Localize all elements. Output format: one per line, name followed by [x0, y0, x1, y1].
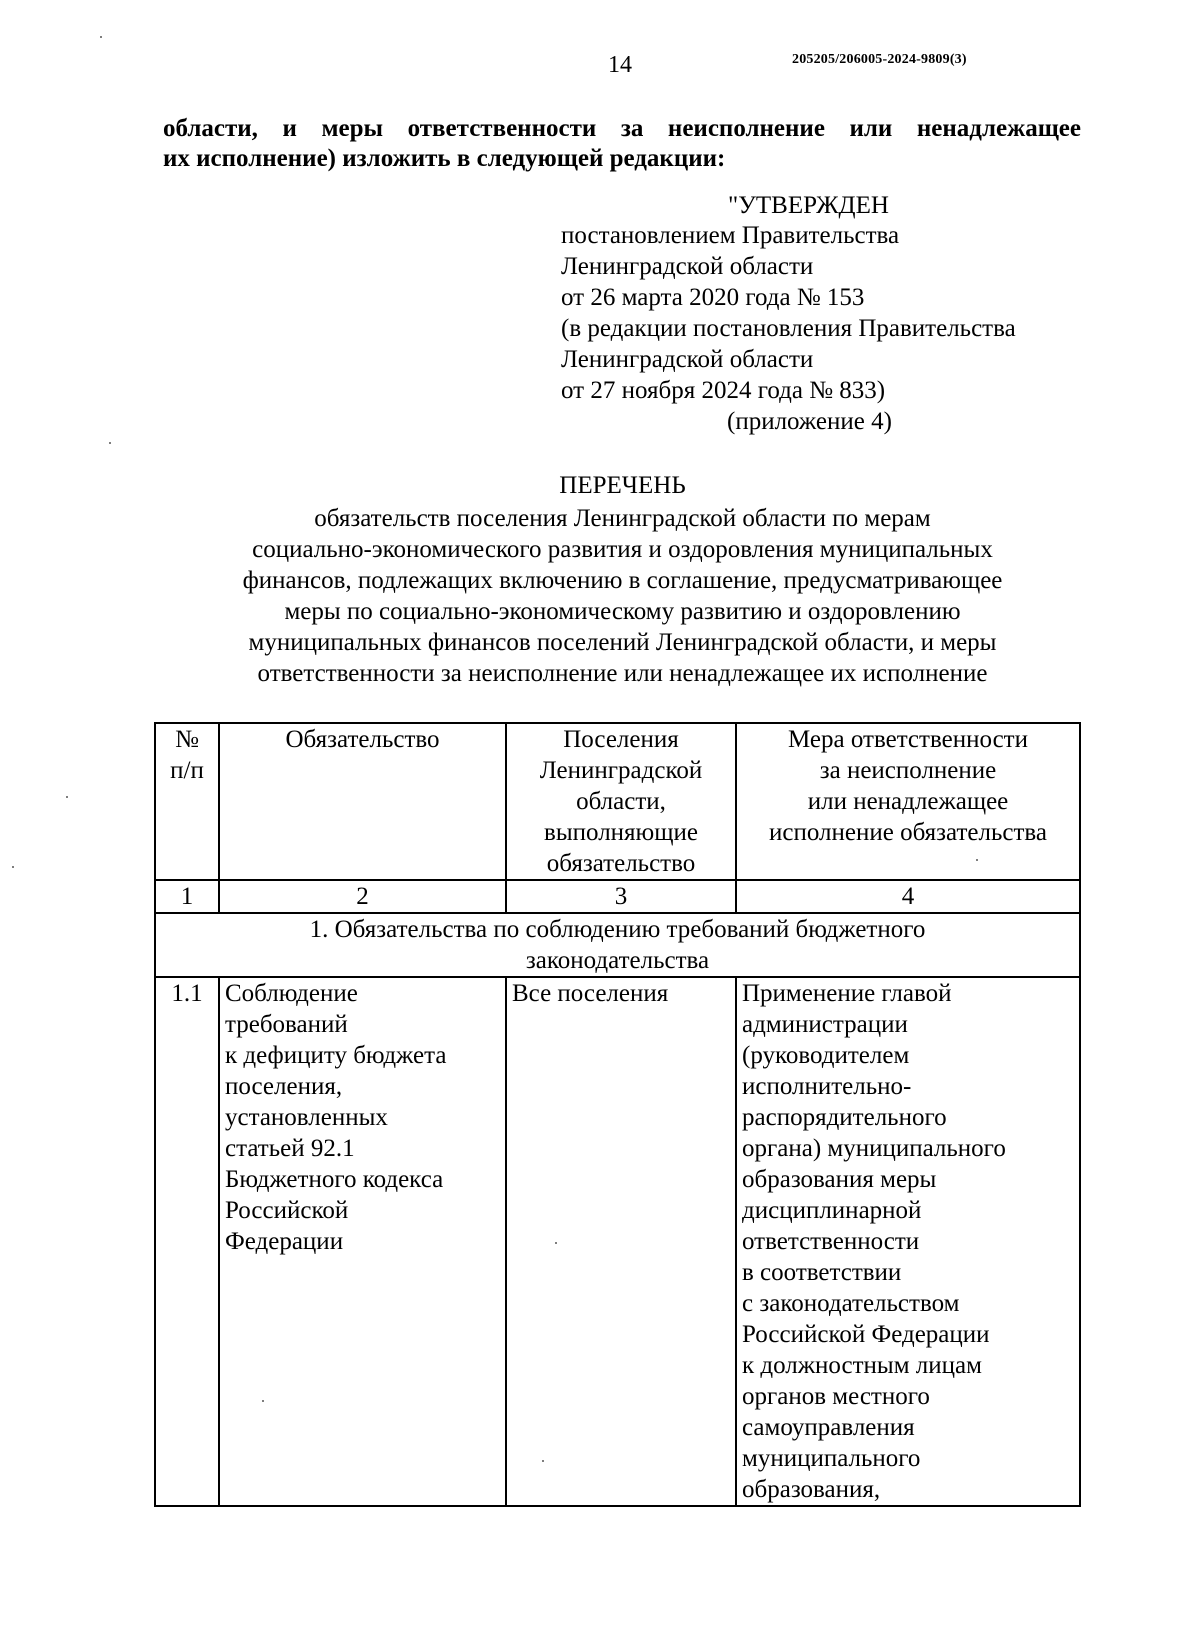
- row-obligation: Соблюдение требований к дефициту бюджета поселения, установленных статьей 92.1 Бюджетного кодекса Российской Федерации: [219, 977, 506, 1506]
- table-row: [155, 977, 1080, 1506]
- intro-line-2: их исполнение) изложить в следующей редакции:: [163, 145, 726, 172]
- document-title: ПЕРЕЧЕНЬ: [559, 472, 686, 499]
- row-number: 1.1: [155, 977, 219, 1506]
- column-number-4: 4: [736, 880, 1080, 913]
- scan-speck: [262, 1400, 264, 1402]
- section-row: [155, 913, 1080, 977]
- title-line-6: ответственности за неисполнение или ненадлежащее их исполнение: [257, 660, 988, 687]
- section-title: 1. Обязательства по соблюдению требований бюджетного законодательства: [155, 913, 1080, 977]
- approval-line-3: Ленинградской области: [561, 253, 814, 280]
- header-measure: Мера ответственности за неисполнение или ненадлежащее исполнение обязательства: [736, 723, 1080, 880]
- column-number-3: 3: [506, 880, 736, 913]
- row-measure: Применение главой администрации (руководителем исполнительно- распорядительного органа) муниципального образования меры дисциплинарной ответственности в соответствии с законодательством Российской Федерации к должностным лицам органов местного самоуправления муниципального образования,: [736, 977, 1080, 1506]
- scan-speck: [555, 1242, 557, 1244]
- approval-line-7: от 27 ноября 2024 года № 833): [561, 377, 886, 404]
- title-line-3: финансов, подлежащих включению в соглашение, предусматривающее: [242, 567, 1003, 594]
- title-line-2: социально-экономического развития и оздоровления муниципальных: [252, 536, 993, 563]
- document-code: 205205/206005-2024-9809(3): [792, 52, 967, 67]
- title-line-1: обязательств поселения Ленинградской области по мерам: [314, 505, 931, 532]
- table-header-row: [155, 723, 1080, 880]
- approval-line-1: "УТВЕРЖДЕН: [728, 192, 889, 219]
- scan-speck: [100, 36, 102, 38]
- scan-speck: [976, 859, 978, 861]
- approval-line-4: от 26 марта 2020 года № 153: [561, 284, 865, 311]
- scan-speck: [66, 796, 68, 798]
- obligations-table: [154, 722, 1081, 1507]
- title-line-5: муниципальных финансов поселений Ленинградской области, и меры: [248, 629, 997, 656]
- header-obligation: Обязательство: [219, 723, 506, 880]
- title-line-4: меры по социально-экономическому развитию и оздоровлению: [284, 598, 961, 625]
- intro-line-1: области, и меры ответственности за неисполнение или ненадлежащее: [163, 115, 1081, 142]
- page-number: 14: [608, 52, 632, 78]
- column-number-2: 2: [219, 880, 506, 913]
- column-numbers-row: [155, 880, 1080, 913]
- approval-line-5: (в редакции постановления Правительства: [561, 315, 1016, 342]
- approval-line-2: постановлением Правительства: [561, 222, 900, 249]
- approval-line-8: (приложение 4): [727, 408, 892, 435]
- approval-line-6: Ленинградской области: [561, 346, 814, 373]
- scan-speck: [12, 866, 14, 868]
- scan-speck: [542, 1460, 544, 1462]
- header-number: № п/п: [155, 723, 219, 880]
- column-number-1: 1: [155, 880, 219, 913]
- header-settlements: Поселения Ленинградской области, выполняющие обязательство: [506, 723, 736, 880]
- scan-speck: [109, 442, 111, 444]
- row-settlements: Все поселения: [506, 977, 736, 1506]
